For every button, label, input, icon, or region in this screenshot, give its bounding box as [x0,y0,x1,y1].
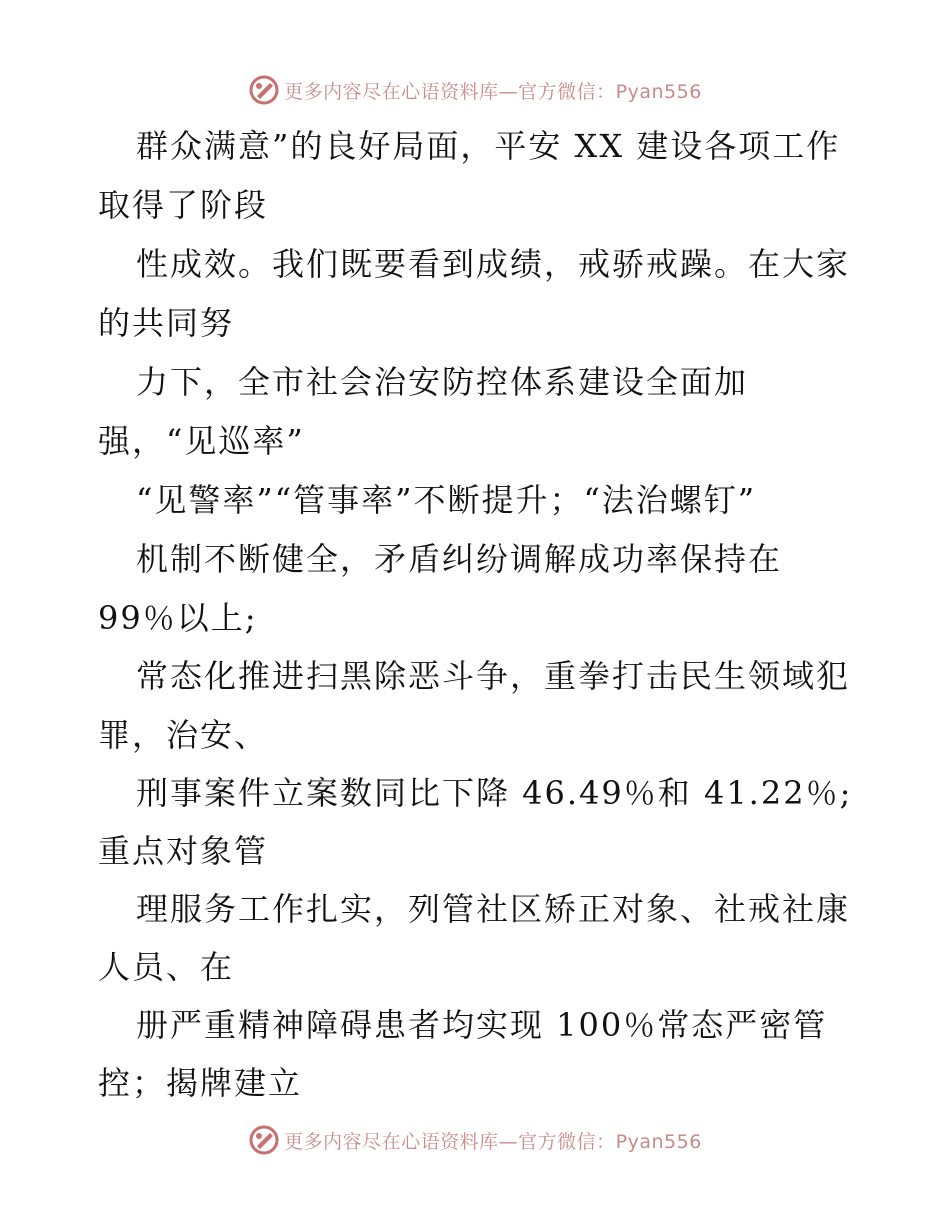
text-line: 群众满意”的良好局面，平安 XX 建设各项工作 [136,127,841,165]
text-line: 重点对象管 [98,832,269,870]
text-line: 的共同努 [98,304,235,342]
text-line: 强，“见巡率” [98,422,305,460]
text-line: 性成效。我们既要看到成绩，戒骄戒躁。在大家 [136,245,851,283]
text-line: 常态化推进扫黑除恶斗争，重拳打击民生领域犯 [136,657,851,695]
text-line: 刑事案件立案数同比下降 46.49％和 41.22％; [136,774,853,812]
text-line: 人员、在 [98,948,235,986]
text-line: 机制不断健全，矛盾纠纷调解成功率保持在 [136,540,783,578]
text-line: 理服务工作扎实，列管社区矫正对象、社戒社康 [136,890,851,928]
text-line: 册严重精神障碍患者均实现 100％常态严密管 [136,1006,828,1044]
brand-logo-icon [248,1124,280,1156]
text-line: 罪，治安、 [98,716,269,754]
text-line: 99％以上; [98,599,258,637]
watermark-text: 更多内容尽在心语资料库—官方微信：Pyan556 [284,1130,702,1153]
watermark-text: 更多内容尽在心语资料库—官方微信：Pyan556 [284,80,702,103]
text-line: 力下，全市社会治安防控体系建设全面加 [136,363,749,401]
text-line: 控；揭牌建立 [98,1064,303,1102]
text-line: 取得了阶段 [98,186,269,224]
text-line: “见警率”“管事率”不断提升；“法治螺钉” [136,481,757,519]
footer-watermark [0,1120,950,1160]
